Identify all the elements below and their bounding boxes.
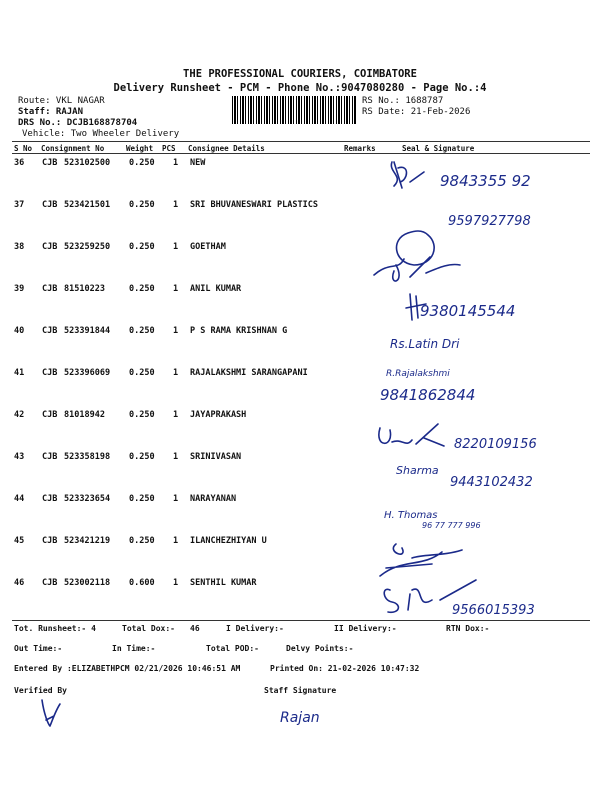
row-sno: 46	[14, 578, 25, 588]
vehicle-label: Vehicle: Two Wheeler Delivery	[22, 129, 180, 139]
signature-row-46	[380, 570, 580, 622]
staff-signature	[274, 700, 354, 730]
row-pcs: 1	[173, 284, 179, 294]
row-pcs: 1	[173, 158, 179, 168]
out-time: Out Time:-	[14, 644, 63, 653]
row-cjb: CJB	[42, 410, 58, 420]
row-consignment-no: 523259250	[64, 242, 111, 252]
verifier-signature	[36, 694, 66, 734]
row-consignment-no: 81510223	[64, 284, 105, 294]
row-cjb: CJB	[42, 494, 58, 504]
row-sno: 37	[14, 200, 25, 210]
row-cjb: CJB	[42, 368, 58, 378]
row-sno: 40	[14, 326, 25, 336]
row-consignee: P S RAMA KRISHNAN G	[190, 326, 288, 336]
signature-row-36	[380, 158, 580, 198]
row-sno: 45	[14, 536, 25, 546]
signature-row-43	[396, 458, 596, 494]
phone-row-44: 96 77 777 996	[422, 521, 481, 530]
row-consignee: GOETHAM	[190, 242, 226, 252]
total-dox-value: 46	[190, 624, 200, 633]
row-pcs: 1	[173, 200, 179, 210]
row-cjb: CJB	[42, 326, 58, 336]
row-weight: 0.250	[129, 326, 155, 336]
row-consignment-no: 523391844	[64, 326, 111, 336]
col-sno: S No	[14, 144, 33, 153]
row-consignment-no: 523358198	[64, 452, 111, 462]
footer-top-rule	[12, 620, 590, 621]
header-bottom-rule	[12, 153, 590, 154]
rtn-dox: RTN Dox:-	[446, 624, 490, 633]
header-top-rule	[12, 141, 590, 142]
row-weight: 0.250	[129, 494, 155, 504]
row-weight: 0.250	[129, 452, 155, 462]
signature-row-41	[380, 362, 510, 408]
staff-signature-text: Rajan	[280, 710, 320, 726]
rs-date: RS Date: 21-Feb-2026	[362, 107, 471, 117]
total-pod: Total POD:-	[206, 644, 259, 653]
row-consignee: ILANCHEZHIYAN U	[190, 536, 267, 546]
row-consignment-no: 523102500	[64, 158, 111, 168]
row-consignment-no: 523323654	[64, 494, 111, 504]
phone-row-36: 9843355 92	[440, 172, 531, 190]
printed-on: Printed On: 21-02-2026 10:47:32	[270, 664, 420, 673]
row-consignment-no: 81018942	[64, 410, 105, 420]
signature-row-40	[388, 330, 528, 356]
row-consignee: SRI BHUVANESWARI PLASTICS	[190, 200, 318, 210]
row-cjb: CJB	[42, 200, 58, 210]
row-cjb: CJB	[42, 536, 58, 546]
name-row-41: R.Rajalakshmi	[386, 369, 450, 379]
row-cjb: CJB	[42, 284, 58, 294]
staff-signature-label: Staff Signature	[264, 686, 337, 695]
total-dox-label: Total Dox:-	[122, 624, 175, 633]
phone-row-42: 8220109156	[454, 437, 537, 452]
row-consignee: JAYAPRAKASH	[190, 410, 247, 420]
row-weight: 0.250	[129, 368, 155, 378]
phone-row-37: 9597927798	[448, 214, 531, 229]
row-weight: 0.600	[129, 578, 155, 588]
row-sno: 44	[14, 494, 25, 504]
staff-label: Staff: RAJAN	[18, 107, 84, 117]
row-pcs: 1	[173, 242, 179, 252]
col-weight: Weight	[126, 144, 154, 153]
delvy-points: Delvy Points:-	[286, 644, 354, 653]
phone-row-46: 9566015393	[452, 603, 535, 618]
phone-row-41: 9841862844	[380, 386, 476, 404]
signature-text-row-40: Rs.Latin Dri	[390, 337, 460, 351]
row-weight: 0.250	[129, 410, 155, 420]
row-sno: 43	[14, 452, 25, 462]
row-cjb: CJB	[42, 158, 58, 168]
signature-row-44	[382, 502, 532, 532]
row-consignee: NARAYANAN	[190, 494, 237, 504]
company-title: THE PROFESSIONAL COURIERS, COIMBATORE	[183, 68, 417, 80]
col-pcs: PCS	[162, 144, 176, 153]
i-delivery: I Delivery:-	[226, 624, 284, 633]
col-consignee: Consignee Details	[188, 144, 265, 153]
row-cjb: CJB	[42, 452, 58, 462]
signature-row-42	[372, 418, 582, 454]
row-weight: 0.250	[129, 158, 155, 168]
name-row-44: H. Thomas	[384, 510, 438, 521]
row-weight: 0.250	[129, 536, 155, 546]
row-consignment-no: 523421501	[64, 200, 111, 210]
row-sno: 39	[14, 284, 25, 294]
row-pcs: 1	[173, 410, 179, 420]
tot-runsheet: Tot. Runsheet:- 4	[14, 624, 96, 633]
name-row-43: Sharma	[396, 464, 439, 477]
row-pcs: 1	[173, 494, 179, 504]
col-seal-signature: Seal & Signature	[402, 144, 475, 153]
row-consignee: SENTHIL KUMAR	[190, 578, 257, 588]
verified-by-label: Verified By	[14, 686, 67, 695]
row-consignee: ANIL KUMAR	[190, 284, 242, 294]
row-consignment-no: 523002118	[64, 578, 111, 588]
row-weight: 0.250	[129, 200, 155, 210]
row-pcs: 1	[173, 578, 179, 588]
row-cjb: CJB	[42, 242, 58, 252]
col-remarks: Remarks	[344, 144, 376, 153]
col-consignment: Consignment No	[41, 144, 105, 153]
route-label: Route: VKL NAGAR	[18, 96, 105, 106]
row-pcs: 1	[173, 536, 179, 546]
row-sno: 41	[14, 368, 25, 378]
row-sno: 36	[14, 158, 25, 168]
row-pcs: 1	[173, 452, 179, 462]
row-cjb: CJB	[42, 578, 58, 588]
drs-number: DRS No.: DCJB168878704	[18, 118, 138, 128]
row-consignee: SRINIVASAN	[190, 452, 242, 462]
barcode	[232, 96, 356, 124]
row-consignment-no: 523396069	[64, 368, 111, 378]
in-time: In Time:-	[112, 644, 156, 653]
row-weight: 0.250	[129, 242, 155, 252]
ii-delivery: II Delivery:-	[334, 624, 397, 633]
runsheet-subtitle: Delivery Runsheet - PCM - Phone No.:9047080280 - Page No.:4	[113, 82, 487, 94]
entered-by: Entered By :ELIZABETHPCM 02/21/2026 10:46:51 AM	[14, 664, 241, 673]
row-pcs: 1	[173, 368, 179, 378]
phone-row-43: 9443102432	[450, 475, 533, 490]
row-consignment-no: 523421219	[64, 536, 111, 546]
row-pcs: 1	[173, 326, 179, 336]
row-consignee: NEW	[190, 158, 206, 168]
row-sno: 38	[14, 242, 25, 252]
phone-row-39: 9380145544	[420, 302, 516, 320]
row-weight: 0.250	[129, 284, 155, 294]
rs-number: RS No.: 1688787	[362, 96, 444, 106]
row-sno: 42	[14, 410, 25, 420]
signature-row-39	[404, 290, 574, 326]
row-consignee: RAJALAKSHMI SARANGAPANI	[190, 368, 308, 378]
